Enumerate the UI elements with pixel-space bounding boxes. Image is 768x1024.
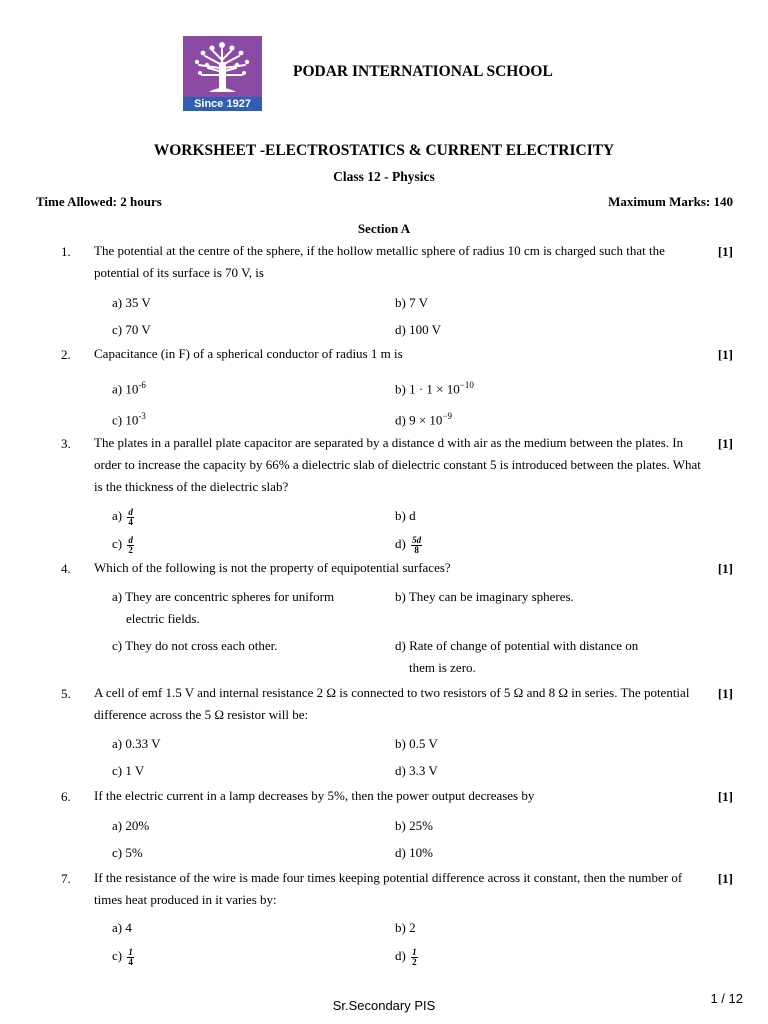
question-number: 3. xyxy=(61,436,71,451)
option-b: b) They can be imaginary spheres. xyxy=(395,589,574,604)
question-number: 1. xyxy=(61,244,71,259)
question-number: 4. xyxy=(61,561,71,576)
option-c: c) They do not cross each other. xyxy=(112,638,278,653)
question-marks: [1] xyxy=(717,244,733,259)
question-number: 7. xyxy=(61,871,71,886)
maximum-marks: Maximum Marks: 140 xyxy=(608,194,733,209)
class-subject: Class 12 - Physics xyxy=(333,169,435,184)
option-d: d) $9 \times 10^{-9}$ xyxy=(395,411,453,428)
fraction: $\frac{1}{2}$ xyxy=(412,946,417,967)
option-c: c) $\frac{1}{4}$ xyxy=(112,946,133,967)
question-number: 2. xyxy=(61,347,71,362)
school-name: PODAR INTERNATIONAL SCHOOL xyxy=(293,63,553,80)
question-text: If the resistance of the wire is made four times keeping potential difference across it constant, then the number of times heat produced in it varies by: xyxy=(94,870,683,907)
school-logo xyxy=(183,36,262,111)
question-marks: [1] xyxy=(717,561,733,576)
option-d: d) $\frac{5d}{8}$ xyxy=(395,534,422,555)
tree-logo-icon xyxy=(183,36,262,97)
fraction: $\frac{d}{2}$ xyxy=(128,534,133,555)
page-footer: Sr.Secondary PIS xyxy=(332,998,436,1013)
question-text: If the electric current in a lamp decreases by 5%, then the power output decreases by xyxy=(94,788,535,803)
question-text: The potential at the centre of the sphere, if the hollow metallic sphere of radius 10 cm is charged such that the potential of its surface is 70 V, is xyxy=(94,243,665,280)
option-a: a) 4 xyxy=(112,920,132,935)
question-text: Capacitance (in F) of a spherical conductor of radius 1 m is xyxy=(94,346,403,361)
option-c: c) 5% xyxy=(112,845,143,860)
question-marks: [1] xyxy=(717,347,733,362)
option-b: b) $1 \cdot 1 \times 10^{-10}$ xyxy=(395,380,474,397)
fraction: $\frac{1}{4}$ xyxy=(128,946,133,967)
option-c: c) $10^{-3}$ xyxy=(112,411,146,428)
fraction: $\frac{d}{4}$ xyxy=(128,506,133,527)
section-heading: Section A xyxy=(357,221,411,236)
option-a: a) $\frac{d}{4}$ xyxy=(112,506,133,527)
option-b: b) 0.5 V xyxy=(395,736,438,751)
option-c: c) $\frac{d}{2}$ xyxy=(112,534,133,555)
option-d: d) 3.3 V xyxy=(395,763,438,778)
option-d: d) 100 V xyxy=(395,322,441,337)
option-a: a) $10^{-6}$ xyxy=(112,380,146,397)
question-text: Which of the following is not the property of equipotential surfaces? xyxy=(94,560,451,575)
question-marks: [1] xyxy=(717,686,733,701)
option-c: c) 70 V xyxy=(112,322,151,337)
option-b: b) 25% xyxy=(395,818,433,833)
fraction: $\frac{5d}{8}$ xyxy=(412,534,422,555)
option-a: a) They are concentric spheres for uniform electric fields. xyxy=(112,589,335,626)
question-marks: [1] xyxy=(717,436,733,451)
worksheet-title: WORKSHEET -ELECTROSTATICS & CURRENT ELECTRICITY xyxy=(153,142,615,159)
option-a: a) 0.33 V xyxy=(112,736,161,751)
logo-since-band: Since 1927 xyxy=(183,97,262,111)
option-b: b) 2 xyxy=(395,920,416,935)
option-d: d) Rate of change of potential with distance on them is zero. xyxy=(395,638,639,675)
question-number: 6. xyxy=(61,789,71,804)
option-a: a) 20% xyxy=(112,818,150,833)
question-marks: [1] xyxy=(717,871,733,886)
option-d: d) 10% xyxy=(395,845,433,860)
page-number: 1 / 12 xyxy=(710,991,743,1006)
question-number: 5. xyxy=(61,686,71,701)
time-allowed: Time Allowed: 2 hours xyxy=(36,194,162,209)
question-marks: [1] xyxy=(717,789,733,804)
option-d: d) $\frac{1}{2}$ xyxy=(395,946,417,967)
option-c: c) 1 V xyxy=(112,763,145,778)
option-a: a) 35 V xyxy=(112,295,151,310)
option-b: b) d xyxy=(395,508,416,523)
question-text: A cell of emf 1.5 V and internal resistance 2 Ω is connected to two resistors of 5 Ω and 8 Ω in series. The potential difference across the 5 Ω resistor will be: xyxy=(94,685,690,722)
option-b: b) 7 V xyxy=(395,295,428,310)
question-text: The plates in a parallel plate capacitor are separated by a distance d with air as the medium between the plates. In order to increase the capacity by 66% a dielectric slab of dielectric constant 5 is introduced between the plates. What is the thickness of the dielectric slab? xyxy=(94,435,701,494)
